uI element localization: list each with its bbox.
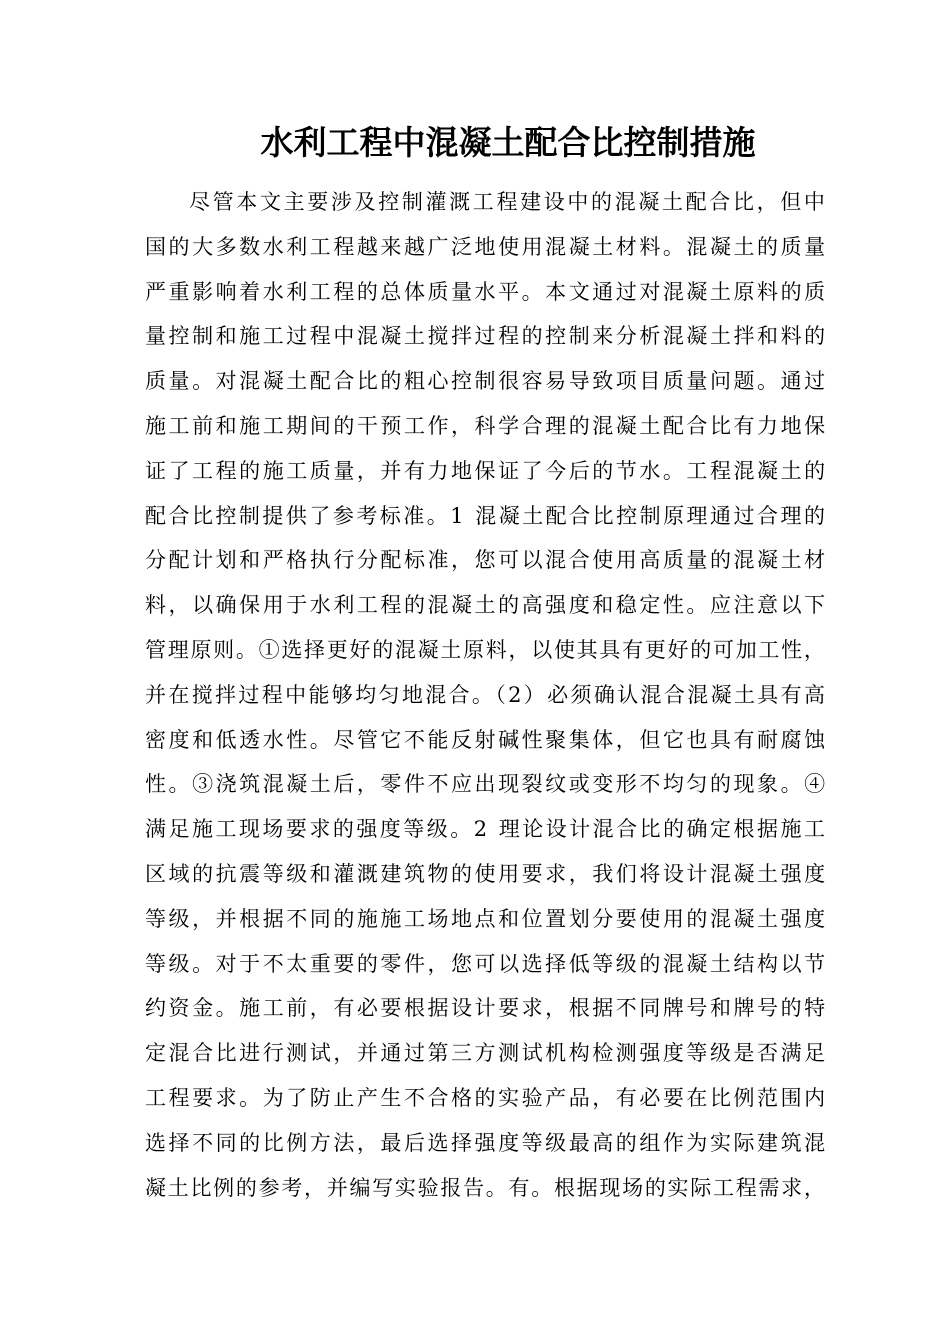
body-text-line: 料，以确保用于水利工程的混凝土的高强度和稳定性。应注意以下 bbox=[145, 593, 828, 618]
body-text-line: 工程要求。为了防止产生不合格的实验产品，有必要在比例范围内 bbox=[145, 1085, 828, 1110]
body-text-line: 凝土比例的参考，并编写实验报告。有。根据现场的实际工程需求， bbox=[145, 1175, 827, 1200]
body-text-line: 严重影响着水利工程的总体质量水平。本文通过对混凝土原料的质 bbox=[145, 279, 828, 304]
body-text-line: 国的大多数水利工程越来越广泛地使用混凝土材料。混凝土的质量 bbox=[145, 234, 828, 259]
body-text-line: 质量。对混凝土配合比的粗心控制很容易导致项目质量问题。通过 bbox=[145, 369, 828, 394]
body-text-line: 区域的抗震等级和灌溉建筑物的使用要求，我们将设计混凝土强度 bbox=[145, 861, 828, 886]
body-text-line: 尽管本文主要涉及控制灌溉工程建设中的混凝土配合比，但中 bbox=[189, 190, 828, 214]
body-text-line: 等级。对于不太重要的零件，您可以选择低等级的混凝土结构以节 bbox=[145, 951, 828, 976]
body-text-line: 满足施工现场要求的强度等级。2 理论设计混合比的确定根据施工 bbox=[145, 817, 828, 842]
document-body bbox=[145, 180, 828, 1210]
body-text-line: 并在搅拌过程中能够均匀地混合。（2）必须确认混合混凝土具有高 bbox=[145, 682, 828, 707]
body-text-line: 等级，并根据不同的施施工场地点和位置划分要使用的混凝土强度 bbox=[145, 906, 828, 931]
document-title: 水利工程中混凝土配合比控制措施 bbox=[260, 123, 756, 162]
body-text-line: 施工前和施工期间的干预工作，科学合理的混凝土配合比有力地保 bbox=[145, 413, 828, 438]
body-text-line: 分配计划和严格执行分配标准，您可以混合使用高质量的混凝土材 bbox=[145, 548, 828, 573]
body-text-line: 性。③浇筑混凝土后，零件不应出现裂纹或变形不均匀的现象。④ bbox=[145, 772, 828, 797]
body-text-line: 管理原则。①选择更好的混凝土原料，以使其具有更好的可加工性， bbox=[145, 637, 827, 662]
body-text-line: 密度和低透水性。尽管它不能反射碱性聚集体，但它也具有耐腐蚀 bbox=[145, 727, 828, 752]
body-text-line: 约资金。施工前，有必要根据设计要求，根据不同牌号和牌号的特 bbox=[145, 996, 828, 1021]
body-text-line: 量控制和施工过程中混凝土搅拌过程的控制来分析混凝土拌和料的 bbox=[145, 324, 828, 349]
body-text-line: 定混合比进行测试，并通过第三方测试机构检测强度等级是否满足 bbox=[145, 1041, 828, 1066]
body-text-line: 选择不同的比例方法，最后选择强度等级最高的组作为实际建筑混 bbox=[145, 1130, 828, 1155]
body-text-line: 证了工程的施工质量，并有力地保证了今后的节水。工程混凝土的 bbox=[145, 458, 828, 483]
body-text-line: 配合比控制提供了参考标准。1 混凝土配合比控制原理通过合理的 bbox=[145, 503, 828, 528]
